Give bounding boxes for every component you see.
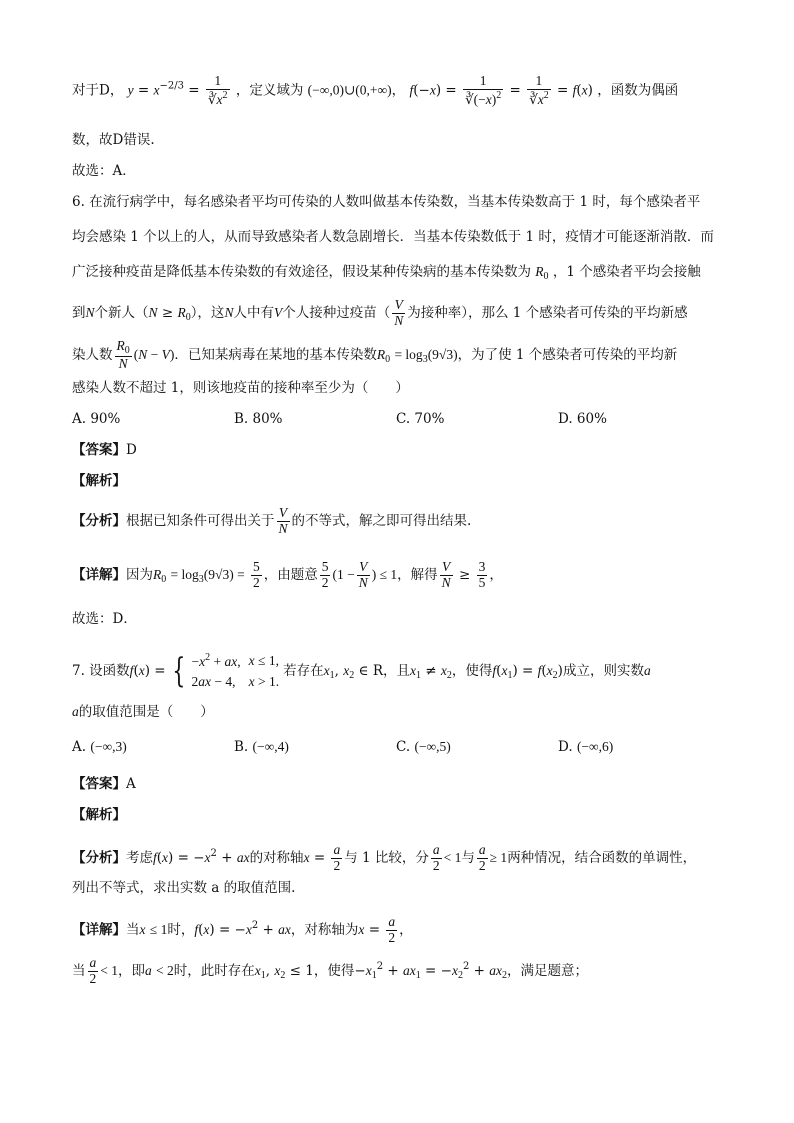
text: 成立，则实数 bbox=[562, 662, 644, 679]
text: 对于D， bbox=[72, 82, 124, 99]
fraction: $\frac{a}{2}$ bbox=[89, 955, 97, 986]
q7-analysis bbox=[72, 807, 754, 824]
option-label: D. bbox=[558, 739, 573, 755]
text: 时，此时存在 bbox=[173, 962, 255, 979]
q7-option-b bbox=[234, 739, 289, 755]
fraction: $\frac{a}{2}$ bbox=[432, 842, 440, 873]
text: ，且 bbox=[383, 662, 410, 679]
q5-d-line2: 数，故D错误. bbox=[72, 132, 155, 148]
text: ，函数为偶函 bbox=[597, 82, 679, 99]
piecewise-cases: $-x^2$ + ax, x ≤ 1, 2ax − 4, x > 1. bbox=[191, 652, 280, 690]
text: ，满足题意； bbox=[506, 962, 588, 979]
text: 的对称轴 bbox=[249, 849, 304, 866]
fraction: $\frac{a}{2}$ bbox=[478, 842, 486, 873]
text: 的取值范围是（ ） bbox=[78, 704, 214, 720]
text: 为接种率），那么 1 个感染者可传染的平均新感 bbox=[407, 304, 688, 321]
q6-line1: 6. 在流行病学中，每名感染者平均可传染的人数叫做基本传染数，当基本传染数高于 1 时，每个感染者平 bbox=[72, 194, 701, 210]
q6-option-c: C. 70% bbox=[396, 411, 445, 427]
text: ， bbox=[399, 921, 413, 938]
q7-line1: 7. 设函数f(x) = { $-x^2$ + ax, x ≤ 1, 2ax − 4, x > 1.若存在$x_1$, $x_2$ ∈ R，且$x_1 \ne x_2$，使得$f(x_1) = f(x_2)$成立，则实数a bbox=[72, 651, 651, 692]
q6-choose: 故选：D． bbox=[72, 611, 137, 627]
analysis-tag: 【解析】 bbox=[72, 473, 126, 489]
text: 根据已知条件可得出关于 bbox=[126, 512, 275, 529]
fraction: $\frac{1}{∛x^2}$ bbox=[207, 73, 228, 107]
q7-option-d bbox=[558, 739, 613, 755]
q6-option-a: A. 90% bbox=[72, 411, 121, 427]
text: 个新人（ bbox=[94, 304, 149, 321]
text: ，解得 bbox=[397, 566, 438, 583]
text: 到 bbox=[72, 304, 86, 321]
text: 个人接种过疫苗（ bbox=[282, 304, 391, 321]
text: 的不等式，解之即可得出结果. bbox=[291, 512, 472, 529]
text: 染人数 bbox=[72, 346, 113, 363]
q6-line2: 均会感染 1 个以上的人，从而导致感染者人数急剧增长．当基本传染数低于 1 时，疫情才可能逐渐消散．而 bbox=[72, 229, 714, 245]
q5-choose: 故选：A． bbox=[72, 163, 136, 179]
text: ．已知某病毒在某地的基本传染数 bbox=[174, 346, 377, 363]
text: 因为 bbox=[126, 566, 153, 583]
q7-xiangjie: 【详解】当x ≤ 1时，$f(x) = -x^2$ + ax，对称轴为x = $\frac{a}{2}$ ， bbox=[72, 914, 413, 945]
text: 人中有 bbox=[233, 304, 274, 321]
q7-line2: a的取值范围是（ ） bbox=[72, 704, 214, 720]
answer-value: D bbox=[126, 442, 137, 458]
text: 考虑 bbox=[126, 849, 153, 866]
q7-option-c bbox=[396, 739, 451, 755]
text: ，由题意 bbox=[263, 566, 318, 583]
fraction: $\frac{a}{2}$ bbox=[333, 842, 341, 873]
text: ， bbox=[489, 566, 503, 583]
text: 与 bbox=[461, 849, 475, 866]
q6-line3: 广泛接种疫苗是降低基本传染数的有效途径，假设某种传染病的基本传染数为 $R_0$ ，1 个感染者平均会接触 bbox=[72, 264, 701, 282]
option-value: (−∞,5) bbox=[414, 739, 451, 754]
fraction: $\frac{V}{N}$ bbox=[358, 559, 368, 590]
text: ，定义域为 bbox=[235, 82, 304, 99]
fraction: $\frac{3}{5}$ bbox=[478, 559, 486, 590]
q6-option-d: D. 60% bbox=[558, 411, 607, 427]
option-label: A. bbox=[72, 739, 87, 755]
fraction: $\frac{V}{N}$ bbox=[278, 505, 288, 536]
q6-analysis bbox=[72, 473, 754, 490]
q6-line6: 感染人数不超过 1，则该地疫苗的接种率至少为（ ） bbox=[72, 380, 409, 396]
option-value: (−∞,6) bbox=[576, 739, 614, 754]
fraction: $\frac{1}{∛x^2}$ bbox=[529, 73, 549, 107]
text: ，为了使 1 个感染者可传染的平均新 bbox=[457, 346, 678, 363]
q6-xiangjie: 【详解】因为$R_0 = \log_3(9√3)$ = $\frac{5}{2}$ ，由题意 $\frac{5}{2}$ (1 − $\frac{V}{N}$ ) ≤ 1，解得 $\frac{V}{N}$ ≥ $\frac{3}{5}$ ， bbox=[72, 559, 503, 590]
text: ，使得 bbox=[313, 962, 355, 979]
answer-tag: 【答案】 bbox=[72, 776, 126, 792]
text: 7. 设函数 bbox=[72, 662, 130, 679]
brace: { bbox=[172, 651, 186, 692]
fraction: $\frac{5}{2}$ bbox=[252, 559, 260, 590]
q5-d-line: 对于D， $y = x^{-2/3}$ = $\frac{1}{∛x^2}$ ，定义域为 (−∞,0)∪(0,+∞)， f(−x) = $\frac{1}{∛(-x)^2}$ = $\frac{1}{∛x^2}$ = f(x) ，函数为偶函 bbox=[72, 73, 679, 107]
fraction: $\frac{V}{N}$ bbox=[394, 297, 404, 328]
q7-fenxi-line2: 列出不等式，求出实数 a 的取值范围. bbox=[72, 880, 296, 896]
fraction: $\frac{a}{2}$ bbox=[388, 914, 396, 945]
text: 广泛接种疫苗是降低基本传染数的有效途径，假设某种传染病的基本传染数为 bbox=[72, 264, 531, 280]
q7-option-a bbox=[72, 739, 127, 755]
q6-line4: 到N个新人$(N \ge R_0)$，这N人中有V个人接种过疫苗（ $\frac{V}{N}$ 为接种率），那么 1 个感染者可传染的平均新感 bbox=[72, 297, 688, 328]
text: 与 1 比较，分 bbox=[344, 849, 429, 866]
q7-last-line: 当 $\frac{a}{2}$ < 1，即a < 2时，此时存在$x_1$, $x_2 \le 1$，使得$-x_1^2 + ax_1 = -x_2^2 + ax_2$，满足题意； bbox=[72, 955, 588, 986]
fenxi-tag: 【分析】 bbox=[72, 512, 126, 529]
option-label: C. bbox=[396, 739, 411, 755]
text: 两种情况，结合函数的单调性， bbox=[507, 849, 697, 866]
q7-fenxi: 【分析】考虑$f(x) = -x^2$ + ax的对称轴x = $\frac{a}{2}$ 与 1 比较，分 $\frac{a}{2}$ < 1与 $\frac{a}{2}$ ≥ 1两种情况，结合函数的单调性， bbox=[72, 842, 697, 873]
text: ， bbox=[391, 82, 406, 99]
xiangjie-tag: 【详解】 bbox=[72, 566, 126, 583]
option-label: B. bbox=[234, 739, 249, 755]
q6-option-b: B. 80% bbox=[234, 411, 283, 427]
option-value: (−∞,3) bbox=[90, 739, 127, 754]
q6-answer bbox=[72, 442, 754, 459]
q6-line5: 染人数 $\frac{R_0}{N}$ (N − V)．已知某病毒在某地的基本传染数$R_0 = \log_3(9√3)$，为了使 1 个感染者可传染的平均新 bbox=[72, 338, 678, 371]
text: 当 bbox=[126, 921, 140, 938]
xiangjie-tag: 【详解】 bbox=[72, 921, 126, 938]
text: ，使得 bbox=[451, 662, 493, 679]
q6-fenxi bbox=[72, 506, 754, 537]
text: 若存在 bbox=[283, 662, 324, 679]
text: ，即 bbox=[118, 962, 145, 979]
option-value: (−∞,4) bbox=[252, 739, 289, 754]
fenxi-tag: 【分析】 bbox=[72, 849, 126, 866]
text: ，对称轴为 bbox=[290, 921, 359, 938]
fraction: $\frac{V}{N}$ bbox=[441, 559, 451, 590]
answer-tag: 【答案】 bbox=[72, 442, 126, 458]
fraction: $\frac{R_0}{N}$ bbox=[116, 338, 130, 371]
fraction: $\frac{1}{∛(-x)^2}$ bbox=[464, 73, 502, 107]
text: 当 bbox=[72, 962, 86, 979]
q7-answer bbox=[72, 776, 754, 793]
domain-expression: (−∞,0)∪(0,+∞) bbox=[307, 82, 392, 98]
answer-value: A bbox=[126, 776, 136, 792]
text: ），这 bbox=[190, 304, 225, 321]
text: 时， bbox=[167, 921, 195, 938]
text: ，1 个感染者平均会接触 bbox=[552, 264, 701, 280]
analysis-tag: 【解析】 bbox=[72, 807, 126, 823]
fraction: $\frac{5}{2}$ bbox=[321, 559, 329, 590]
